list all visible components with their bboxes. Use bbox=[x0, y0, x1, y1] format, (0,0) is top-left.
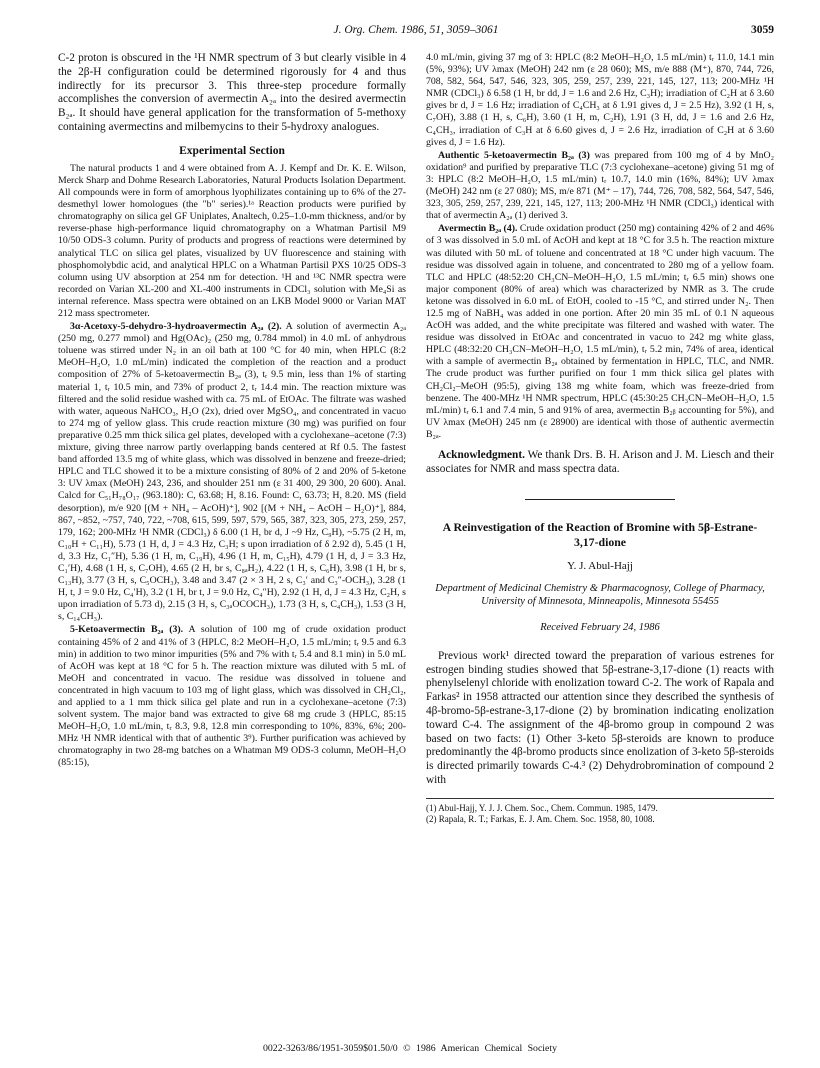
article-author: Y. J. Abul-Hajj bbox=[567, 559, 633, 572]
running-head bbox=[58, 24, 774, 46]
two-column-body bbox=[58, 52, 774, 825]
article-divider bbox=[525, 499, 675, 500]
acknowledgment-label: Acknowledgment. bbox=[438, 449, 525, 461]
author-affiliation: Department of Medicinal Chemistry & Pharmacognosy, College of Pharmacy, University of Minnesota, Minneapolis, Minnesota 55455 bbox=[435, 582, 765, 607]
procedure-compound-2 bbox=[58, 321, 406, 623]
procedure-text: A solution of 100 mg of crude oxidation product containing 45% of 2 and 41% of 3 (HPLC, 8:2 MeOH–H₂O, 1.5 mL/min; tᵣ 9.5 and 6.3 min) in addition to two minor impurities (5% and 7% with tᵣ 5.4 and 8.1 min) in 5.0 mL of AcOH was kept at 18 °C for 5 h. The reaction mixture was diluted with 5 mL of MeOH and concentrated in vacuo. The residue was dissolved in toluene and concentrated in high vacuum to 103 mg of light glass, which was dissolved in CH₂Cl₂, and applied to a 1 mm thick silica gel plate and run in a cyclohexane–acetone (7:3) solvent system. The major band was extracted to give 68 mg crude 3 (HPLC, 85:15 MeOH–H₂O, 1.0 mL/min, tᵣ 8.3, 9.8, 12.8 min corresponding to 10%, 83%, 6%; 200-MHz ¹H NMR identical with that of authentic 3⁹). Further purification was achieved by chromatography in two 28-mg batches on a Whatman M9 ODS-3 column, MeOH–H₂O (85:15), bbox=[58, 624, 406, 769]
acknowledgment-text: We thank Drs. B. H. Arison and J. M. Liesch and their associates for NMR and mass spectra data. bbox=[426, 449, 774, 475]
section-heading: Experimental Section bbox=[179, 144, 285, 157]
procedure-heading: 3α-Acetoxy-5-dehydro-3-hydroavermectin A₂ₐ (2). bbox=[70, 321, 282, 333]
experimental-paragraph: The natural products 1 and 4 were obtained from A. J. Kempf and Dr. K. E. Wilson, Merck Sharp and Dohme Research Laboratories, Natural Products Isolation Department. All compounds were in form of amorphous lyophilizates containing up to 6% of the 27-desmethyl lower homologues (the "b" series).¹ᵃ Reaction products were purified by chromatography on silica gel GF Uniplates, Analtech, 0.25–1.0-mm thickness, and/or by reverse-phase high-performance liquid chromatography on a Whatman Partisil M9 10/50 ODS-3 column. Purity of products and progress of reactions were determined by analytical TLC on silica gel plates, visualized by UV fluorescence and staining with phosphomolybdic acid, and analytical HPLC on a Whatman Partisil PXS 10/25 ODS-3 column using UV absorption at 254 nm for detection. ¹H and ¹³C NMR spectra were recorded on Varian XL-200 and XL-400 instruments in CDCl₃ solution with Me₄Si as internal reference. Mass spectra were obtained on an LKB Model 9000 or Varian MAT 212 mass spectrometer. bbox=[58, 162, 406, 319]
procedure-text: Crude oxidation product (250 mg) containing 42% of 2 and 46% of 3 was dissolved in 5.0 mL of AcOH and kept at 18 °C for 3.5 h. The reaction mixture was diluted with 50 mL of toluene and concentrated at 18 °C under high vacuum. The residue was dissolved again in toluene, and concentrated to 280 mg of a yellow foam. TLC and HPLC (48:52:20 CH₃CN–MeOH–H₂O, 1.5 mL/min; tᵣ 6.5 min) shows one major component (80% of area) which was characterized by NMR as 3. The crude ketone was dissolved in 6.0 mL of EtOH, cooled to -15 °C, and stirred under N₂. Then 12.5 mg of NaBH₄ was added in one portion. After 20 min 35 mL of 0.1 N aqueous AcOH was added, and the white precipitate was filtered and washed with water. The residue was dissolved in EtOAc and concentrated in vacuo to 242 mg white glass, HPLC (48:32:20 CH₃CN–MeOH–H₂O, 1.5 mL/min), tᵣ 5.2 min, 74% of area, identical with a sample of avermectin B₂ₐ obtained by fermentation in HPLC, TLC, and NMR. The crude product was further purified on four 1 mm thick silica gel plates with CH₂Cl₂–MeOH (95:5), giving 138 mg white foam, which was freeze-dried from benzene. The 400-MHz ¹H NMR spectrum, HPLC (45:30:25 CH₃CN–MeOH–H₂O, 1.5 mL/min) tᵣ 6.1 and 7.4 min, 5 and 91% of area, avermectin B₂ᵦ accounting for 5%), and UV λmax (MeOH) 245 nm (ε 28900) are identical with those of authentic avermectin B₂ₐ. bbox=[426, 223, 774, 440]
footnote: (2) Rapala, R. T.; Farkas, E. J. Am. Chem. Soc. 1958, 80, 1008. bbox=[426, 813, 655, 824]
procedure-heading: Avermectin B₂ₐ (4). bbox=[438, 223, 518, 235]
acknowledgment bbox=[426, 449, 774, 477]
procedure-text: was prepared from 100 mg of 4 by MnO₂ oxidation⁹ and purified by preparative TLC (7:3 cyclohexane–acetone) giving 51 mg of 3: HPLC (8:2 MeOH–H₂O, 1.5 mL/min) tᵣ 10.7, 14.0 min (16%, 84%); UV λmax (MeOH) 242 nm (ε 27 080); MS, m/e 871 (M⁺ – 17), 744, 726, 708, 582, 564, 547, 546, 323, 305, 259, 257, 239, 221, 145, 127, 113; 200-MHz ¹H NMR (CDCl₃) identical with that of avermectin A₂ₐ (1) derived 3. bbox=[426, 149, 774, 222]
article-title: A Reinvestigation of the Reaction of Bromine with 5β-Estrane-3,17-dione bbox=[442, 519, 758, 549]
right-column bbox=[426, 52, 774, 825]
received-date: Received February 24, 1986 bbox=[540, 621, 660, 633]
left-column bbox=[58, 52, 406, 825]
footnotes bbox=[426, 798, 774, 825]
page-number: 3059 bbox=[751, 24, 774, 36]
procedure-text: A solution of avermectin A₂ₐ (250 mg, 0.277 mmol) and Hg(OAc)₂ (250 mg, 0.784 mmol) in 4.0 mL of anhydrous toluene was stirred under N₂ in an oil bath at 100 °C for 40 min, when HPLC (8:2 MeOH–H₂O, 1.0 mL/min) indicated the completion of the reaction and a product composition of 27% of 5-ketoavermectin B₂ₐ (3), tᵣ 9.5 min, less than 1% of starting material 1, tᵣ 10.5 min, and 73% of product 2, tᵣ 14.4 min. The reaction mixture was filtered and the solid residue washed with ca. 75 mL of EtOAc. The filtrate was washed with water, aqueous NaHCO₃, H₂O (2x), dried over MgSO₄, and concentrated in vacuo to 274 mg of yellow glass. This crude reaction mixture (30 mg) was purified on four preparative 0.25 mm thick silica gel plates, developed with a cyclohexane–acetone (7:3) mixture, giving three narrow partly overlapping bands centered at Rf 0.5. The fastest band afforded 13.5 mg of white glass, which was dissolved in benzene and freeze-dried; HPLC and TLC showed it to be a mixture consisting of 80% of 2 and 20% of 5-ketone 3: UV λmax (MeOH) 243, 236, and shoulder 251 nm (ε 31 400, 29 300, 20 600). Anal. Calcd for C₅₁H₇₈O₁₇ (963.180): C, 63.68; H, 8.16. Found: C, 63.73; H, 8.20. MS (field desorption), m/e 920 [(M + NH₄ – AcOH)⁺], 902 [(M + NH₄ – AcOH – H₂O)⁺], 884, 867, ~852, ~757, 740, 722, ~708, 615, 599, 597, 579, 565, 387, 323, 305, 273, 259, 257, 179, 162; 200-MHz ¹H NMR (CDCl₃) δ 6.00 (1 H, br d, J ~9 Hz, C₉H), ~5.75 (2 H, m, C₁₀H + C₁₁H), 5.73 (1 H, d, J = 4.3 Hz, C₃H; s upon irradiation of δ 2.92 d), 5.45 (1 H, d, 3.3 Hz, C₁″H), 5.36 (1 H, m, C₁₉H), 4.96 (1 H, m, C₁₅H), 4.79 (1 H, d, J = 3.3 Hz, C₁′H), 4.68 (1 H, s, C₇OH), 4.65 (2 H, br s, C₈ₐH₂), 4.22 (1 H, s, C₆H), 3.98 (1 H, br s, C₁₃H), 3.77 (3 H, s, C₅OCH₃), 3.48 and 3.47 (2 × 3 H, 2 s, C₃′ and C₃″-OCH₃), 3.28 (1 H, t, J = 9.0 Hz, C₄′H), 3.2 (1 H, br t, J = 9.0 Hz, C₄″H), 2.92 (1 H, d, J = 4.3 Hz, C₂H, s upon irradiation of 5.73 d), 2.15 (3 H, s, C₃ₐOCOCH₃), 1.73 (3 H, s, C₄CH₃), 1.53 (3 H, s, C₁₄CH₃). bbox=[58, 321, 406, 623]
procedure-authentic-3 bbox=[426, 150, 774, 223]
procedure-heading: 5-Ketoavermectin B₂ₐ (3). bbox=[70, 624, 184, 636]
procedure-compound-3 bbox=[58, 624, 406, 769]
procedure-compound-4 bbox=[426, 223, 774, 441]
procedure-heading: Authentic 5-ketoavermectin B₂ₐ (3) bbox=[438, 149, 590, 161]
footnote: (1) Abul-Hajj, Y. J. J. Chem. Soc., Chem. Commun. 1985, 1479. bbox=[426, 802, 658, 813]
journal-citation: J. Org. Chem. 1986, 51, 3059–3061 bbox=[333, 24, 499, 36]
page-footer: 0022-3263/86/1951-3059$01.50/0 © 1986 American Chemical Society bbox=[263, 1043, 557, 1054]
continued-paragraph: 4.0 mL/min, giving 37 mg of 3: HPLC (8:2 MeOH–H₂O, 1.5 mL/min) tᵣ 11.0, 14.1 min (5%, 93%); UV λmax (MeOH) 242 nm (ε 28 060); MS, m/e 888 (M⁺), 870, 744, 726, 708, 582, 564, 547, 546, 323, 305, 259, 257, 239, 221, 145, 127, 113; 200-MHz ¹H NMR (CDCl₃) δ 6.58 (1 H, br dd, J = 1.6 and 2.6 Hz, C₃H); irradiation of C₂H at δ 3.60 gives br d, J = 1.6 Hz; irradiation of C₄CH₃ at δ 1.91 gives d, J = 2.5 Hz), 3.92 (1 H, s, C₇OH), 3.88 (1 H, s, C₆H), 3.60 (1 H, m, C₂H), 1.91 (3 H, dd, J = 1.6 and 2.6 Hz, C₄CH₃, irradiation of C₃H at δ 6.60 gives d, J = 2.6 Hz, irradiation of C₂H at δ 3.60 gives d, J = 1.6 Hz). bbox=[426, 52, 774, 148]
article-paragraph: Previous work¹ directed toward the preparation of various estrenes for estrogen binding studies showed that 5β-estrane-3,17-dione (1) reacts with phenylselenyl chloride with enolization toward C-2. The work of Rapala and Farkas² in 1958 attracted our attention since they described the synthesis of 4β-bromo-5β-estrane-3,17-dione (2) by bromination indicating enolization toward C-4. The assignment of the 4β-bromo group in compound 2 was based on two facts: (1) Other 3-keto 5β-steroids are known to produce predominantly the 4β-bromo products since enolization of 3-keto 5β-steroids is directed primarily towards C-4.³ (2) Dehydrobromination of compound 2 with bbox=[426, 649, 774, 786]
intro-paragraph: C-2 proton is obscured in the ¹H NMR spectrum of 3 but clearly visible in 4 the 2β-H configuration could be determined rigorously for 4 and thus indirectly for its precursor 3. This three-step procedure formally accomplishes the conversion of avermectin A₂ₐ into the desired avermectin B₂ₐ. It should have general application for the transformation of 5-methoxy containing avermectins and milbemycins to their 5-hydroxy analogues. bbox=[58, 52, 406, 133]
